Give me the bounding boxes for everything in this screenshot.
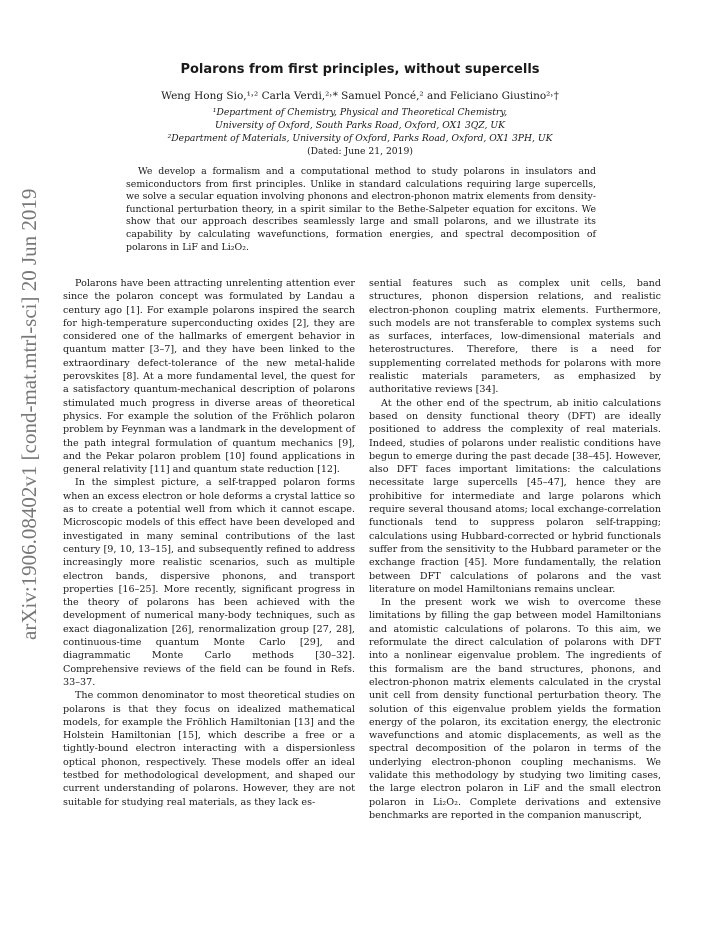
- left-column: [63, 277, 355, 809]
- arxiv-identifier[interactable]: arXiv:1906.08402v1 [cond-mat.mtrl-sci] 20 Jun 2019: [17, 188, 41, 640]
- affiliation-line: ¹Department of Chemistry, Physical and Theoretical Chemistry,: [212, 107, 508, 118]
- body-paragraph: Polarons have been attracting unrelenting attention ever since the polaron concept was formulated by Landau a century ago [1]. For example polarons inspired the search for high-temperature superconducting oxides [2], they are considered one of the hallmarks of emergent behavior in quantum matter [3–7], and they have been linked to the extraordinary defect-tolerance of the new metal-halide perovskites [8]. At a more fundamental level, the quest for a satisfactory quantum-mechanical description of polarons stimulated much progress in diverse areas of theoretical physics. For example the solution of the Fröhlich polaron problem by Feynman was a landmark in the development of the path integral formulation of quantum mechanics [9], and the Pekar polaron problem [10] found applications in general relativity [11] and quantum state reduction [12].: [63, 278, 355, 476]
- dated-line: (Dated: June 21, 2019): [307, 146, 413, 157]
- author-list: Weng Hong Sio,¹˒² Carla Verdi,²˒* Samuel Poncé,² and Feliciano Giustino²˒†: [161, 90, 559, 102]
- affiliation-line: University of Oxford, South Parks Road, Oxford, OX1 3QZ, UK: [215, 120, 505, 131]
- paper-title: Polarons from first principles, without supercells: [180, 62, 540, 77]
- affiliation-line: ²Department of Materials, University of Oxford, Parks Road, Oxford, OX1 3PH, UK: [167, 133, 553, 144]
- abstract: We develop a formalism and a computational method to study polarons in insulators and semiconductors from first principles. Unlike in standard calculations requiring large supercells, we solve a secular equation involving phonons and electron-phonon matrix elements from density-functional perturbation theory, in a spirit similar to the Bethe-Salpeter equation for excitons. We show that our approach describes seamlessly large and small polarons, and we illustrate its capability by calculating wavefunctions, formation energies, and spectral decomposition of polarons in LiF and Li₂O₂.: [126, 166, 596, 253]
- right-column: [369, 277, 661, 822]
- body-paragraph: The common denominator to most theoretical studies on polarons is that they focus on idealized mathematical models, for example the Fröhlich Hamiltonian [13] and the Holstein Hamiltonian [15], which describe a free or a tightly-bound electron interacting with a dispersionless optical phonon, respectively. These models offer an ideal testbed for methodological development, and shaped our current understanding of polarons. However, they are not suitable for studying real materials, as they lack es-: [63, 690, 355, 808]
- body-paragraph: sential features such as complex unit cells, band structures, phonon dispersion relations, and realistic electron-phonon coupling matrix elements. Furthermore, such models are not transferable to complex systems such as surfaces, interfaces, low-dimensional materials and heterostructures. Therefore, there is a need for supplementing correlated methods for polarons with more realistic materials parameters, as emphasized by authoritative reviews [34].: [369, 278, 661, 396]
- body-paragraph: In the simplest picture, a self-trapped polaron forms when an excess electron or hole deforms a crystal lattice so as to create a potential well from which it cannot escape. Microscopic models of this effect have been developed and investigated in many seminal contributions of the last century [9, 10, 13–15], and subsequently refined to address increasingly more realistic scenarios, such as multiple electron bands, dispersive phonons, and transport properties [16–25]. More recently, significant progress in the theory of polarons has been achieved with the development of numerical many-body techniques, such as exact diagonalization [26], renormalization group [27, 28], continuous-time quantum Monte Carlo [29], and diagrammatic Monte Carlo methods [30–32]. Comprehensive reviews of the field can be found in Refs. 33–37.: [63, 477, 355, 688]
- body-paragraph: At the other end of the spectrum, ab initio calculations based on density functional theory (DFT) are ideally positioned to address the complexity of real materials. Indeed, studies of polarons under realistic conditions have begun to emerge during the past decade [38–45]. However, also DFT faces important limitations: the calculations necessitate large supercells [45–47], hence they are prohibitive for intermediate and large polarons which require several thousand atoms; local exchange-correlation functionals tend to suppress polaron self-trapping; calculations using Hubbard-corrected or hybrid functionals suffer from the sensitivity to the Hubbard parameter or the exchange fraction [45]. More fundamentally, the relation between DFT calculations of polarons and the vast literature on model Hamiltonians remains unclear.: [369, 397, 661, 595]
- body-paragraph: In the present work we wish to overcome these limitations by filling the gap between model Hamiltonians and atomistic calculations of polarons. To this aim, we reformulate the direct calculation of polarons with DFT into a nonlinear eigenvalue problem. The ingredients of this formalism are the band structures, phonons, and electron-phonon matrix elements calculated in the crystal unit cell from density functional perturbation theory. The solution of this eigenvalue problem yields the formation energy of the polaron, its excitation energy, the electronic wavefunctions and atomic displacements, as well as the spectral decomposition of the polaron in terms of the underlying electron-phonon coupling mechanisms. We validate this methodology by studying two limiting cases, the large electron polaron in LiF and the small electron polaron in Li₂O₂. Complete derivations and extensive benchmarks are reported in the companion manuscript,: [369, 597, 661, 821]
